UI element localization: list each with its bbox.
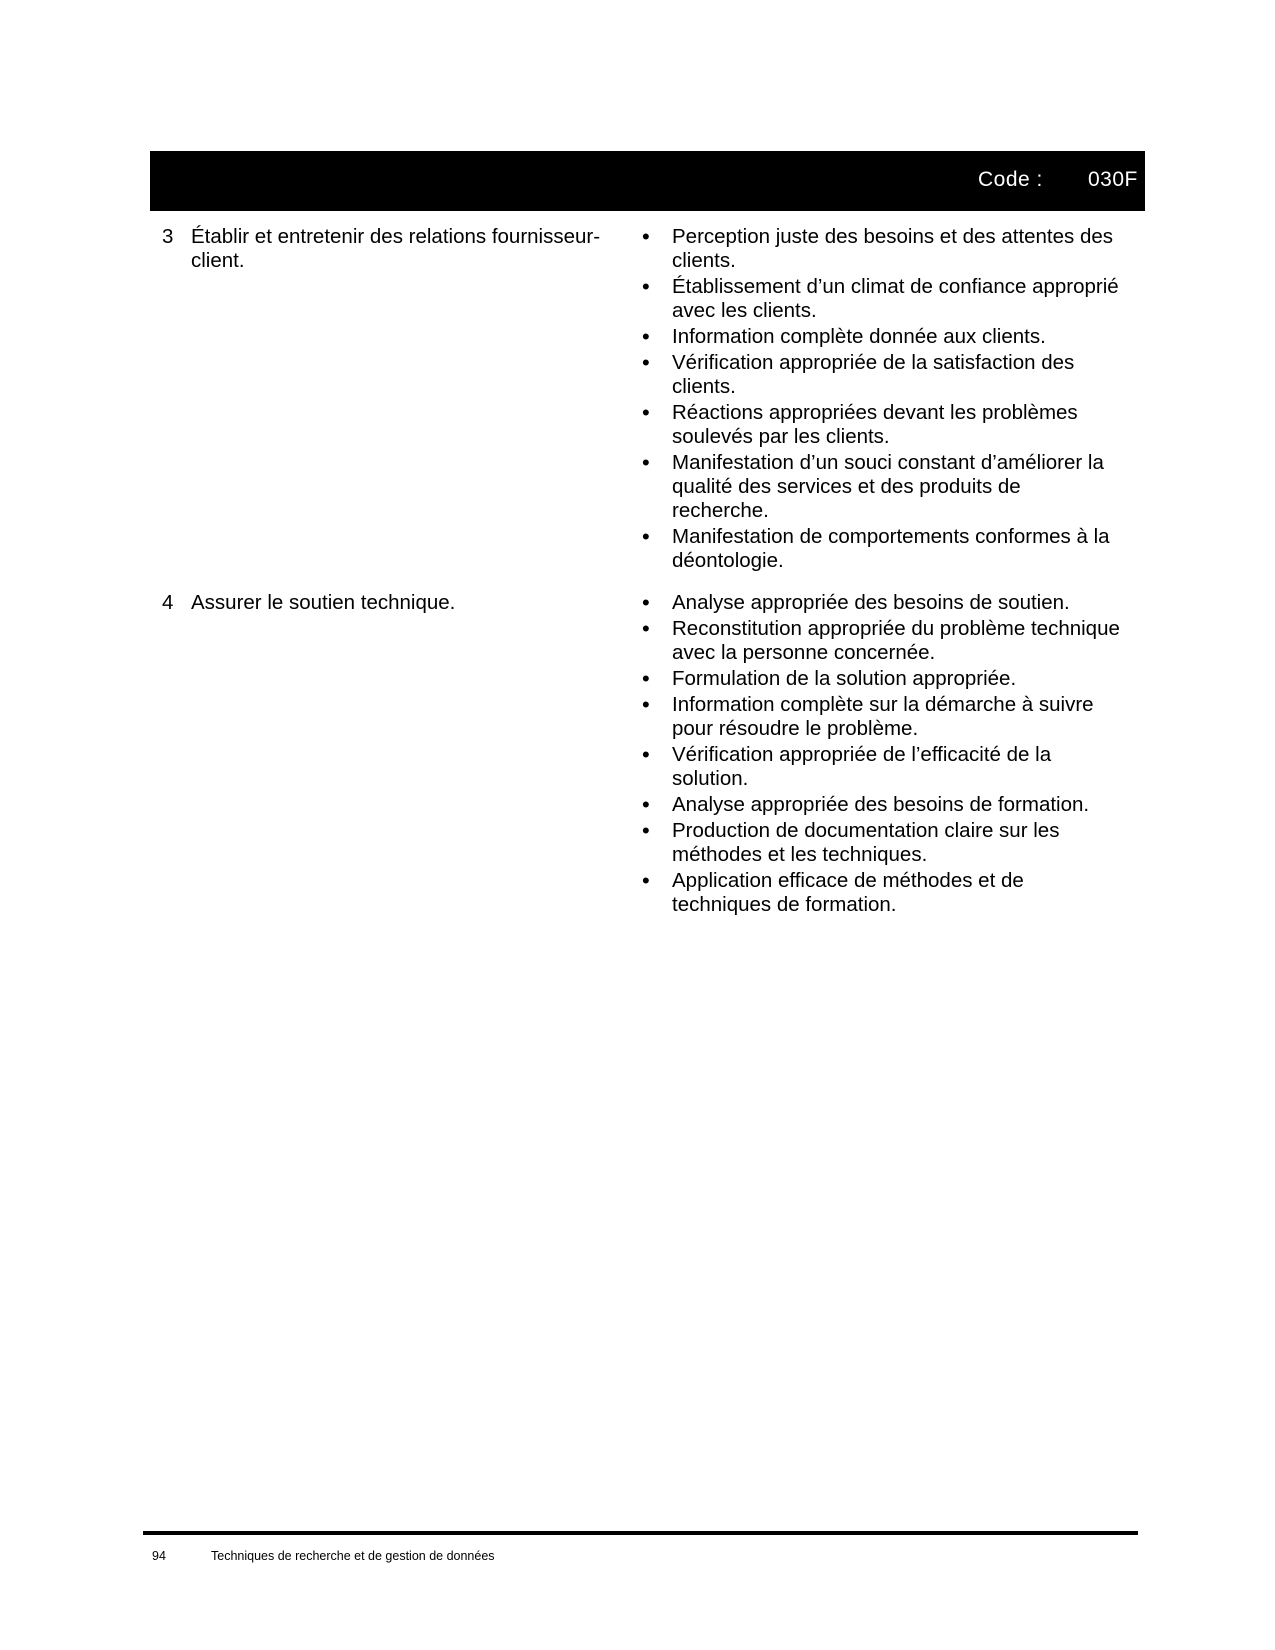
competency-statement — [162, 225, 622, 273]
performance-criteria-list — [642, 591, 1122, 919]
criteria-item: • Reconstitution appropriée du problème technique avec la personne concernée. — [642, 617, 1122, 665]
criteria-item: • Information complète donnée aux clients. — [642, 325, 1122, 349]
criteria-item: • Réactions appropriées devant les problèmes soulevés par les clients. — [642, 401, 1122, 449]
code-value: 030F — [1088, 168, 1138, 191]
competency-number: 3 — [162, 225, 174, 248]
page-number: 94 — [152, 1549, 166, 1563]
criteria-item: • Établissement d’un climat de confiance approprié avec les clients. — [642, 275, 1122, 323]
code-label: Code : — [978, 168, 1043, 191]
criteria-item: • Information complète sur la démarche à suivre pour résoudre le problème. — [642, 693, 1122, 741]
competency-title: Établir et entretenir des relations fournisseur-client. — [191, 225, 601, 272]
criteria-item: • Production de documentation claire sur les méthodes et les techniques. — [642, 819, 1122, 867]
competency-number: 4 — [162, 591, 174, 614]
criteria-item: • Vérification appropriée de la satisfaction des clients. — [642, 351, 1122, 399]
criteria-item: • Analyse appropriée des besoins de soutien. — [642, 591, 1122, 615]
criteria-item: • Perception juste des besoins et des attentes des clients. — [642, 225, 1122, 273]
document-title: Techniques de recherche et de gestion de données — [211, 1549, 495, 1563]
footer-divider — [143, 1531, 1138, 1535]
criteria-item: • Vérification appropriée de l’efficacité de la solution. — [642, 743, 1122, 791]
criteria-item: • Formulation de la solution appropriée. — [642, 667, 1122, 691]
criteria-item: • Application efficace de méthodes et de techniques de formation. — [642, 869, 1122, 917]
competency-title: Assurer le soutien technique. — [191, 591, 456, 614]
competency-statement — [162, 591, 622, 615]
performance-criteria-list — [642, 225, 1122, 575]
header-bar — [150, 151, 1145, 211]
criteria-item: • Manifestation d’un souci constant d’améliorer la qualité des services et des produits de recherche. — [642, 451, 1122, 523]
criteria-item: • Manifestation de comportements conformes à la déontologie. — [642, 525, 1122, 573]
criteria-item: • Analyse appropriée des besoins de formation. — [642, 793, 1122, 817]
